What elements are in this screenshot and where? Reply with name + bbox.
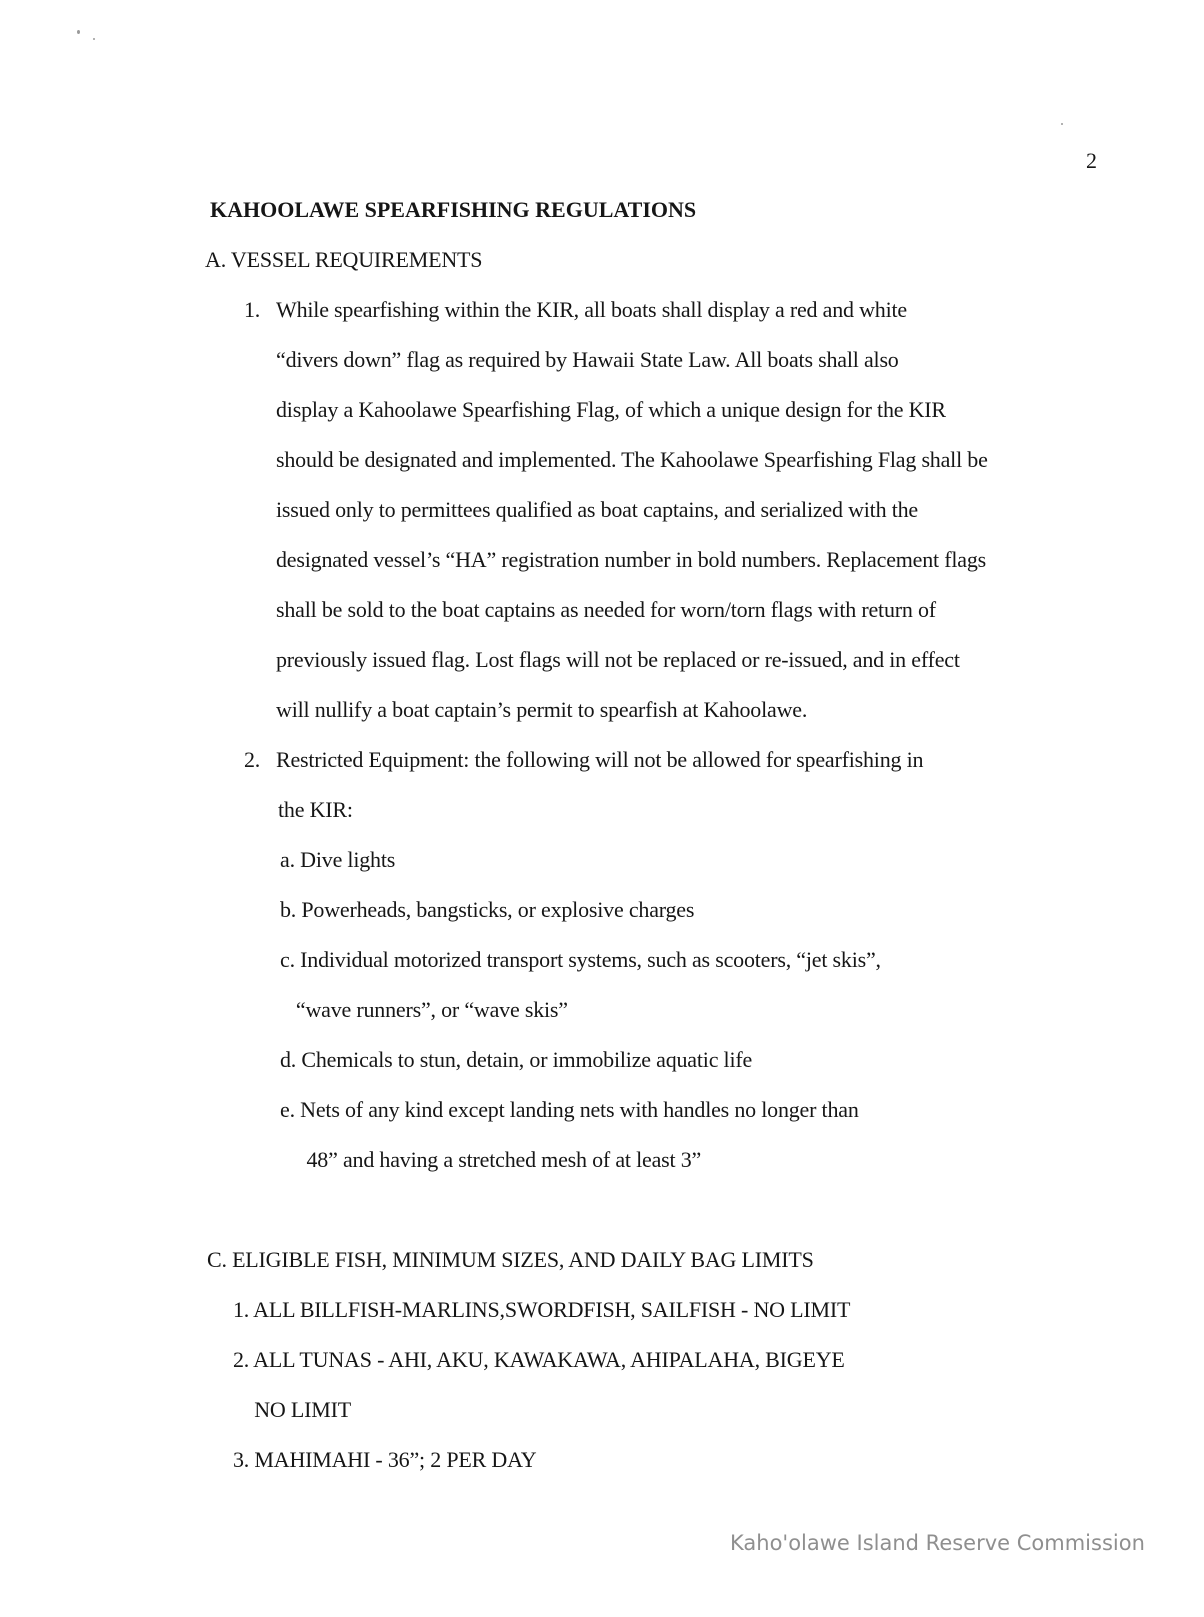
item-1-line: “divers down” flag as required by Hawaii State Law. All boats shall also: [276, 347, 899, 372]
fish-limit-item: NO LIMIT: [233, 1397, 351, 1422]
fish-limit-item: 3. MAHIMAHI - 36”; 2 PER DAY: [233, 1447, 537, 1472]
section-c-heading: C. ELIGIBLE FISH, MINIMUM SIZES, AND DAILY BAG LIMITS: [207, 1247, 814, 1272]
item-1-line: should be designated and implemented. The Kahoolawe Spearfishing Flag shall be: [276, 447, 988, 472]
item-1-line: previously issued flag. Lost flags will not be replaced or re-issued, and in effect: [276, 647, 960, 672]
restricted-item: “wave runners”, or “wave skis”: [280, 997, 568, 1022]
item-1-number: 1.: [244, 297, 261, 322]
restricted-item: c. Individual motorized transport systems, such as scooters, “jet skis”,: [280, 947, 881, 972]
item-2-line: Restricted Equipment: the following will not be allowed for spearfishing in: [276, 747, 924, 772]
scan-speck: [77, 30, 80, 34]
item-1-line: While spearfishing within the KIR, all boats shall display a red and white: [276, 297, 907, 322]
section-a-heading: A. VESSEL REQUIREMENTS: [205, 247, 483, 272]
item-1-line: issued only to permittees qualified as boat captains, and serialized with the: [276, 497, 918, 522]
item-1-line: shall be sold to the boat captains as needed for worn/torn flags with return of: [276, 597, 936, 622]
document-title: KAHOOLAWE SPEARFISHING REGULATIONS: [210, 197, 697, 222]
item-1-line: will nullify a boat captain’s permit to spearfish at Kahoolawe.: [276, 697, 808, 722]
item-1-line: display a Kahoolawe Spearfishing Flag, of which a unique design for the KIR: [276, 397, 946, 422]
item-2-number: 2.: [244, 747, 261, 772]
restricted-item: d. Chemicals to stun, detain, or immobilize aquatic life: [280, 1047, 753, 1072]
restricted-item: 48” and having a stretched mesh of at least 3”: [280, 1147, 702, 1172]
item-1-line: designated vessel’s “HA” registration number in bold numbers. Replacement flags: [276, 547, 987, 572]
item-2-line: the KIR:: [278, 797, 353, 822]
restricted-item: b. Powerheads, bangsticks, or explosive charges: [280, 897, 695, 922]
scan-speck: [93, 38, 95, 40]
page-number: 2: [1086, 148, 1097, 173]
restricted-item: e. Nets of any kind except landing nets with handles no longer than: [280, 1097, 859, 1122]
watermark: Kaho'olawe Island Reserve Commission: [730, 1531, 1145, 1555]
fish-limit-item: 1. ALL BILLFISH-MARLINS,SWORDFISH, SAILFISH - NO LIMIT: [233, 1297, 851, 1322]
restricted-item: a. Dive lights: [280, 847, 396, 872]
fish-limit-item: 2. ALL TUNAS - AHI, AKU, KAWAKAWA, AHIPALAHA, BIGEYE: [233, 1347, 845, 1372]
scan-speck: [1061, 123, 1063, 125]
